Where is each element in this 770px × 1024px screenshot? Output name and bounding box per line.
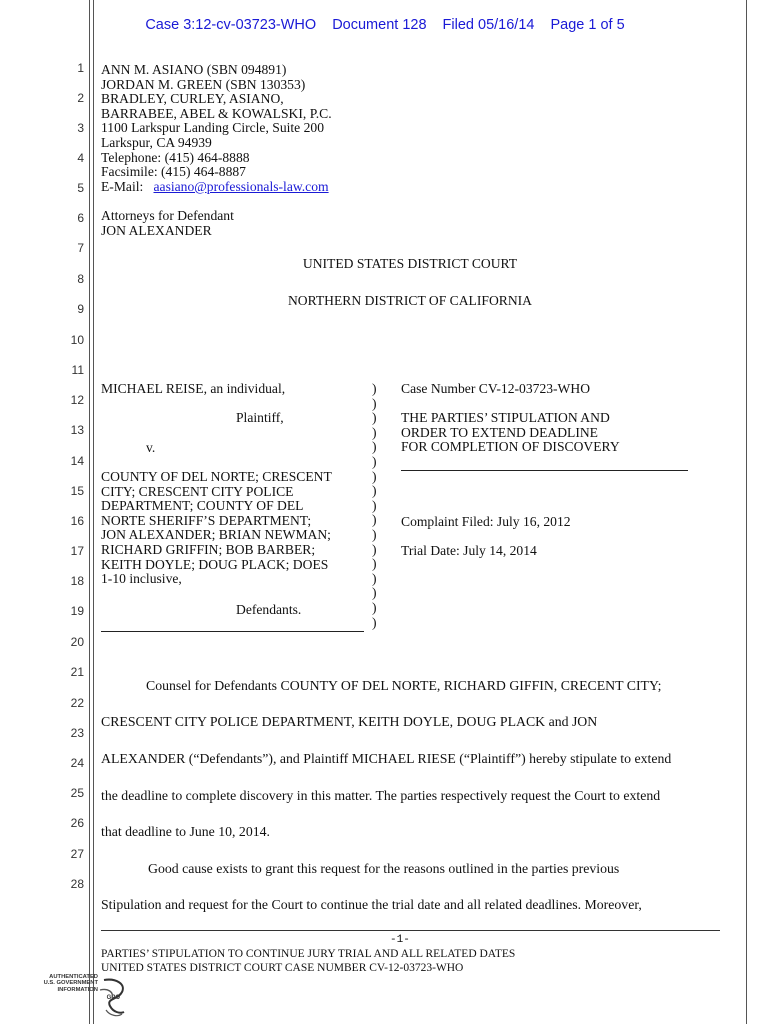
body-line: the deadline to complete discovery in this matter. The parties respectively request the Court to extend <box>101 788 661 803</box>
line-number: 18 <box>70 574 84 588</box>
line-number: 12 <box>70 393 84 407</box>
left-margin-rule-outer <box>89 0 90 1024</box>
line-number: 15 <box>70 484 84 498</box>
line-number: 26 <box>70 816 84 830</box>
footer-page-number: -1- <box>390 934 410 946</box>
caption-paren: ) <box>372 424 377 440</box>
header-filed-date: Filed 05/16/14 <box>442 17 535 33</box>
footer-rule <box>101 930 720 931</box>
caption-paren: ) <box>372 556 377 572</box>
line-number: 22 <box>70 696 84 710</box>
counsel-line: Facsimile: (415) 464-8887 <box>101 164 246 180</box>
case-number: Case Number CV-12-03723-WHO <box>401 381 591 396</box>
left-margin-rule-inner <box>93 0 94 1024</box>
caption-paren: ) <box>372 614 377 630</box>
counsel-line: BARRABEE, ABEL & KOWALSKI, P.C. <box>101 105 332 121</box>
line-number: 4 <box>77 151 84 165</box>
line-number: 7 <box>77 241 84 255</box>
line-number: 17 <box>70 544 84 558</box>
line-number: 25 <box>70 786 84 800</box>
defendants-line: JON ALEXANDER; BRIAN NEWMAN; <box>101 527 331 543</box>
caption-paren: ) <box>372 512 377 528</box>
line-number: 24 <box>70 756 84 770</box>
defendants-line: 1-10 inclusive, <box>101 571 182 587</box>
body-line: that deadline to June 10, 2014. <box>101 824 270 839</box>
line-number: 14 <box>70 454 84 468</box>
line-number: 1 <box>77 61 84 75</box>
body-line: ALEXANDER (“Defendants”), and Plaintiff MICHAEL RIESE (“Plaintiff”) hereby stipulate to extend <box>101 751 672 766</box>
plaintiff-role: Plaintiff, <box>236 410 284 425</box>
caption-paren: ) <box>372 483 377 499</box>
versus: v. <box>146 440 156 455</box>
seal-text <box>40 974 120 1002</box>
caption-paren: ) <box>372 381 377 396</box>
footer-line-2: UNITED STATES DISTRICT COURT CASE NUMBER CV-12-03723-WHO <box>101 962 464 974</box>
ecf-header <box>0 17 770 33</box>
counsel-email-line <box>101 180 329 195</box>
attorneys-for: Attorneys for Defendant <box>101 208 234 223</box>
line-number: 21 <box>70 665 84 679</box>
trial-date: Trial Date: July 14, 2014 <box>401 543 537 558</box>
line-number: 6 <box>77 211 84 225</box>
counsel-line: 1100 Larkspur Landing Circle, Suite 200 <box>101 120 324 136</box>
document-title-line: ORDER TO EXTEND DEADLINE <box>401 424 598 440</box>
caption-paren: ) <box>372 541 377 557</box>
line-number: 27 <box>70 847 84 861</box>
defendants-line: RICHARD GRIFFIN; BOB BARBER; <box>101 542 316 557</box>
caption-paren: ) <box>372 395 377 411</box>
defendants-role: Defendants. <box>236 602 302 617</box>
document-title-line: THE PARTIES’ STIPULATION AND <box>401 410 610 425</box>
line-number: 23 <box>70 726 84 740</box>
seal-line: INFORMATION <box>57 986 98 993</box>
line-number: 9 <box>77 302 84 316</box>
counsel-line: BRADLEY, CURLEY, ASIANO, <box>101 91 284 107</box>
caption-rule-right <box>401 470 688 471</box>
seal-line: U.S. GOVERNMENT <box>43 980 98 987</box>
body-line: CRESCENT CITY POLICE DEPARTMENT, KEITH DOYLE, DOUG PLACK and JON <box>101 714 598 729</box>
caption-paren: ) <box>372 439 377 455</box>
caption-paren: ) <box>372 600 377 615</box>
caption-paren: ) <box>372 468 377 484</box>
defendants-line: DEPARTMENT; COUNTY OF DEL <box>101 498 304 514</box>
defendants-line: CITY; CRESCENT CITY POLICE <box>101 483 294 499</box>
email-label: E-Mail: <box>101 178 144 194</box>
caption-paren: ) <box>372 454 377 469</box>
gpo-authentication-seal <box>40 974 130 1018</box>
header-page: Page 1 of 5 <box>550 17 625 33</box>
client-name: JON ALEXANDER <box>101 222 212 238</box>
footer-line-1: PARTIES’ STIPULATION TO CONTINUE JURY TRIAL AND ALL RELATED DATES <box>101 948 516 960</box>
line-number: 11 <box>71 363 84 377</box>
document-title-line: FOR COMPLETION OF DISCOVERY <box>401 439 620 455</box>
line-number: 5 <box>77 181 84 195</box>
complaint-filed: Complaint Filed: July 16, 2012 <box>401 514 571 529</box>
seal-line: AUTHENTICATED <box>49 974 98 980</box>
court-name: UNITED STATES DISTRICT COURT <box>302 256 518 271</box>
line-number: 16 <box>70 514 84 528</box>
caption-paren: ) <box>372 497 377 513</box>
line-number: 13 <box>70 423 84 437</box>
gpo-eagle-icon <box>96 976 130 1018</box>
email-link[interactable]: aasiano@professionals-law.com <box>153 178 329 194</box>
caption-paren: ) <box>372 527 377 542</box>
right-margin-rule <box>746 0 747 1024</box>
line-number: 8 <box>77 272 84 286</box>
line-number: 20 <box>70 635 84 649</box>
defendants-line: KEITH DOYLE; DOUG PLACK; DOES <box>101 556 329 572</box>
line-number: 3 <box>77 121 84 135</box>
defendants-line: COUNTY OF DEL NORTE; CRESCENT <box>101 469 332 484</box>
caption-paren: ) <box>372 570 377 586</box>
court-district: NORTHERN DISTRICT OF CALIFORNIA <box>287 293 532 308</box>
line-number: 28 <box>70 877 84 891</box>
caption-rule-left <box>101 631 364 632</box>
caption-paren: ) <box>372 585 377 601</box>
body-line: Good cause exists to grant this request for the reasons outlined in the parties previous <box>148 861 620 876</box>
counsel-line: JORDAN M. GREEN (SBN 130353) <box>101 76 306 92</box>
header-case-number: Case 3:12-cv-03723-WHO <box>145 17 317 33</box>
header-document-number: Document 128 <box>332 17 427 33</box>
defendants-line: NORTE SHERIFF’S DEPARTMENT; <box>101 512 312 528</box>
counsel-line: Telephone: (415) 464-8888 <box>101 149 250 165</box>
body-line: Counsel for Defendants COUNTY OF DEL NORTE, RICHARD GIFFIN, CRECENT CITY; <box>146 678 662 693</box>
caption-paren: ) <box>372 410 377 426</box>
counsel-line: ANN M. ASIANO (SBN 094891) <box>101 62 287 77</box>
line-number: 19 <box>70 604 84 618</box>
seal-line: GPO <box>106 995 120 1002</box>
line-number: 10 <box>70 333 84 347</box>
body-line: Stipulation and request for the Court to continue the trial date and all related deadlines. Moreover, <box>101 897 642 912</box>
plaintiff-name: MICHAEL REISE, an individual, <box>101 381 286 396</box>
line-number: 2 <box>77 91 84 105</box>
counsel-line: Larkspur, CA 94939 <box>101 135 212 150</box>
